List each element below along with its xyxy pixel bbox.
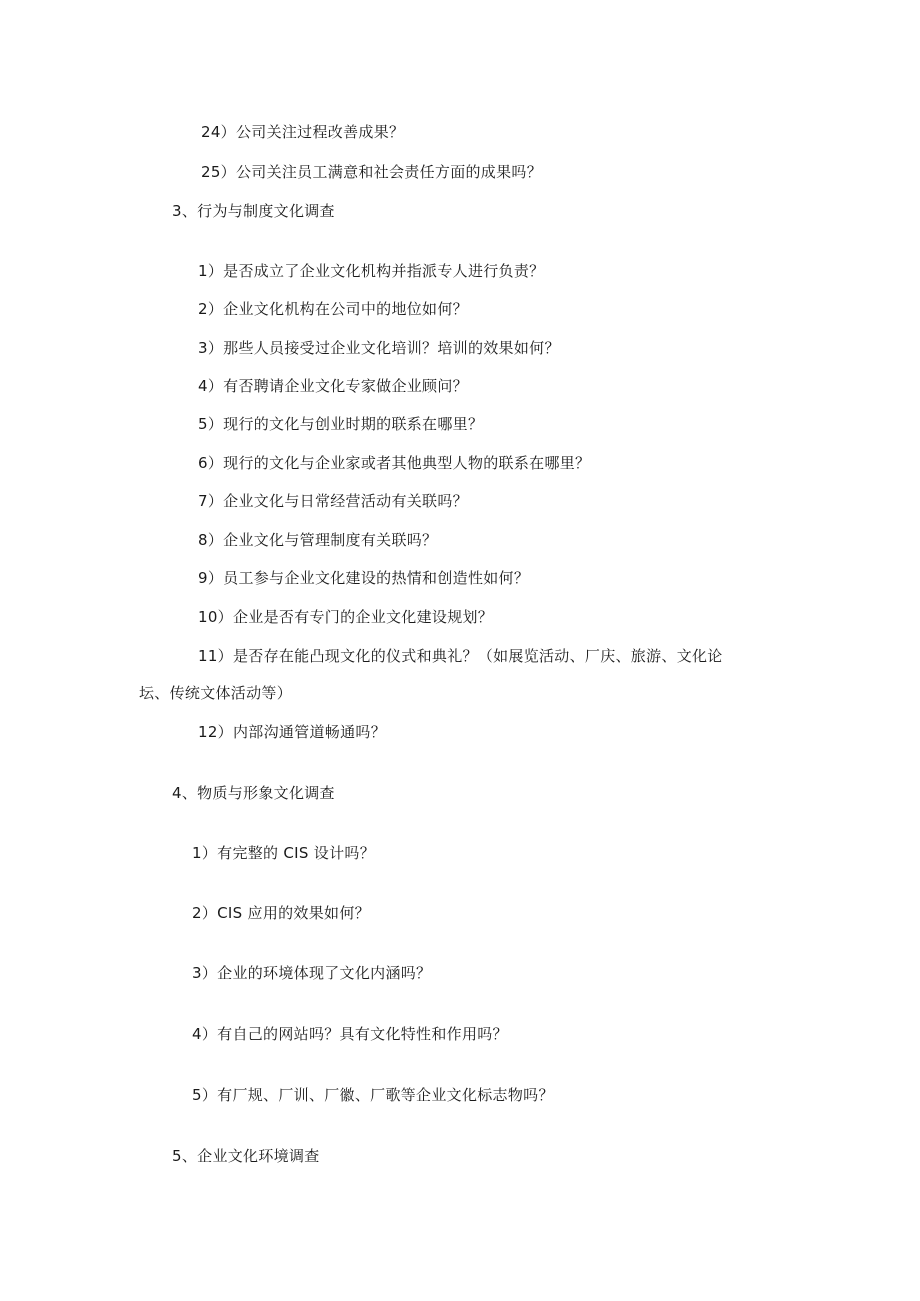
- question-3-3: 3）那些人员接受过企业文化培训？培训的效果如何？: [198, 339, 560, 357]
- question-4-3: 3）企业的环境体现了文化内涵吗？: [192, 964, 432, 982]
- question-3-1: 1）是否成立了企业文化机构并指派专人进行负责？: [198, 262, 545, 280]
- question-4-4: 4）有自己的网站吗？具有文化特性和作用吗？: [192, 1025, 508, 1043]
- question-3-12: 12）内部沟通管道畅通吗？: [198, 723, 386, 741]
- question-3-7: 7）企业文化与日常经营活动有关联吗？: [198, 492, 468, 510]
- question-3-2: 2）企业文化机构在公司中的地位如何？: [198, 300, 468, 318]
- question-3-10: 10）企业是否有专门的企业文化建设规划？: [198, 608, 494, 626]
- question-4-1: 1）有完整的 CIS 设计吗？: [192, 844, 375, 862]
- question-4-5: 5）有厂规、厂训、厂徽、厂歌等企业文化标志物吗？: [192, 1086, 554, 1104]
- question-4-2: 2）CIS 应用的效果如何？: [192, 904, 370, 922]
- question-25: 25）公司关注员工满意和社会责任方面的成果吗？: [201, 163, 542, 181]
- question-3-9: 9）员工参与企业文化建设的热情和创造性如何？: [198, 569, 530, 587]
- question-3-5: 5）现行的文化与创业时期的联系在哪里？: [198, 415, 484, 433]
- question-3-11-continued: 坛、传统文体活动等）: [139, 684, 293, 702]
- question-3-4: 4）有否聘请企业文化专家做企业顾问？: [198, 377, 468, 395]
- section-heading-3: 3、行为与制度文化调查: [172, 202, 335, 220]
- section-heading-5: 5、企业文化环境调查: [172, 1147, 320, 1165]
- question-3-6: 6）现行的文化与企业家或者其他典型人物的联系在哪里？: [198, 454, 591, 472]
- question-24: 24）公司关注过程改善成果？: [201, 123, 405, 141]
- question-3-8: 8）企业文化与管理制度有关联吗？: [198, 531, 438, 549]
- section-heading-4: 4、物质与形象文化调查: [172, 784, 335, 802]
- question-3-11: 11）是否存在能凸现文化的仪式和典礼？（如展览活动、厂庆、旅游、文化论: [198, 647, 723, 665]
